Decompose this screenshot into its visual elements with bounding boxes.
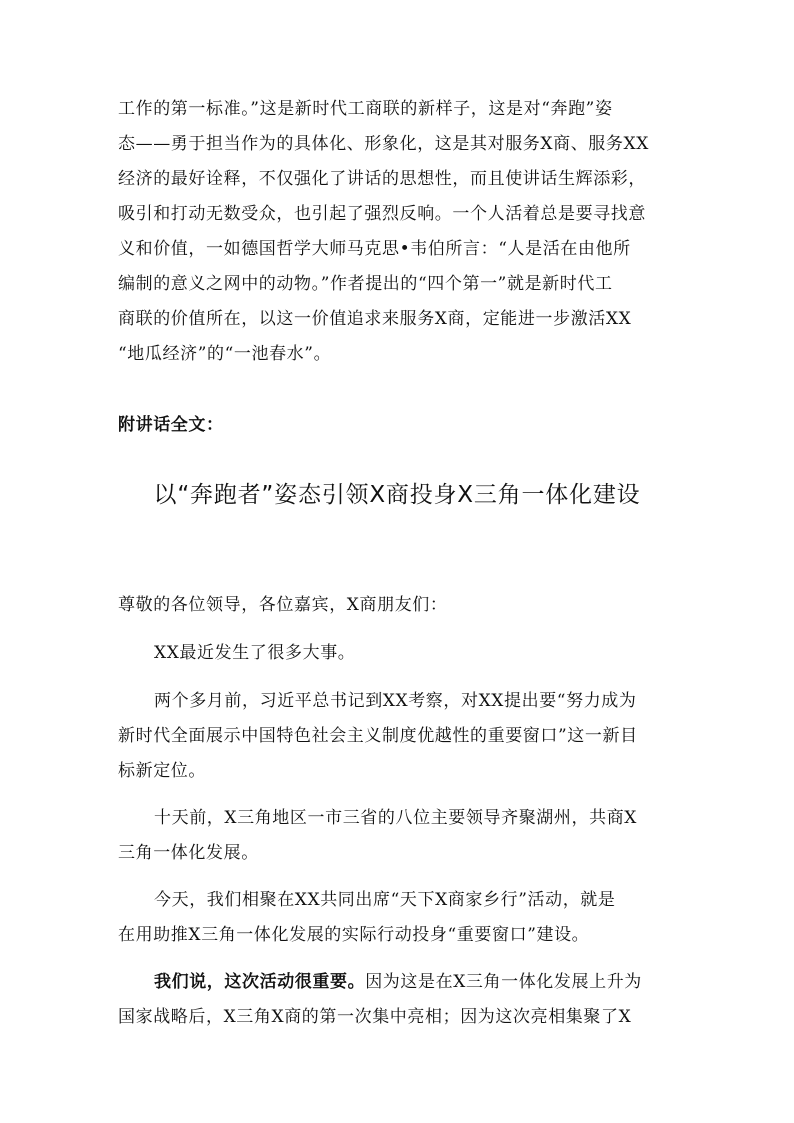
appendix-heading: 附讲话全文： — [118, 415, 224, 435]
paragraph-line: 十天前，X三角地区一市三省的八位主要领导齐聚湖州，共商X — [154, 808, 638, 828]
intro-line: 态——勇于担当作为的具体化、形象化，这是其对服务X商、服务XX — [118, 134, 649, 154]
paragraph-text: 因为这是在X三角一体化发展上升为 — [365, 972, 642, 992]
paragraph-line: 两个多月前，习近平总书记到XX考察，对XX提出要“努力成为 — [154, 691, 637, 711]
speech-title: 以“奔跑者”姿态引领X商投身X三角一体化建设 — [153, 482, 641, 508]
paragraph-line: 国家战略后，X三角X商的第一次集中亮相；因为这次亮相集聚了X — [118, 1007, 632, 1027]
paragraph-line: 标新定位。 — [118, 761, 206, 781]
paragraph-line: 三角一体化发展。 — [118, 843, 259, 863]
salutation: 尊敬的各位领导，各位嘉宾，X商朋友们： — [118, 595, 448, 615]
intro-line: 商联的价值所在，以这一价值追求来服务X商，定能进一步激活XX — [118, 309, 632, 329]
emphasis-text: 我们说，这次活动很重要。 — [154, 972, 366, 992]
paragraph-line: 新时代全面展示中国特色社会主义制度优越性的重要窗口”这一新目 — [118, 726, 638, 746]
paragraph-line: 在用助推X三角一体化发展的实际行动投身“重要窗口”建设。 — [118, 925, 590, 945]
paragraph-line: XX最近发生了很多大事。 — [154, 643, 356, 663]
paragraph-line — [154, 970, 642, 994]
intro-line: 经济的最好诠释，不仅强化了讲话的思想性，而且使讲话生辉添彩， — [118, 169, 646, 189]
intro-line: 编制的意义之网中的动物。”作者提出的“四个第一”就是新时代工 — [118, 274, 613, 294]
paragraph-line: 今天，我们相聚在XX共同出席“天下X商家乡行”活动，就是 — [154, 890, 616, 910]
intro-line: 工作的第一标准。”这是新时代工商联的新样子，这是对“奔跑”姿 — [118, 99, 613, 119]
intro-line: 吸引和打动无数受众，也引起了强烈反响。一个人活着总是要寻找意 — [118, 204, 646, 224]
intro-line: “地瓜经济”的“一池春水”。 — [118, 344, 332, 364]
intro-line: 义和价值，一如德国哲学大师马克思•韦伯所言：“人是活在由他所 — [118, 239, 631, 259]
